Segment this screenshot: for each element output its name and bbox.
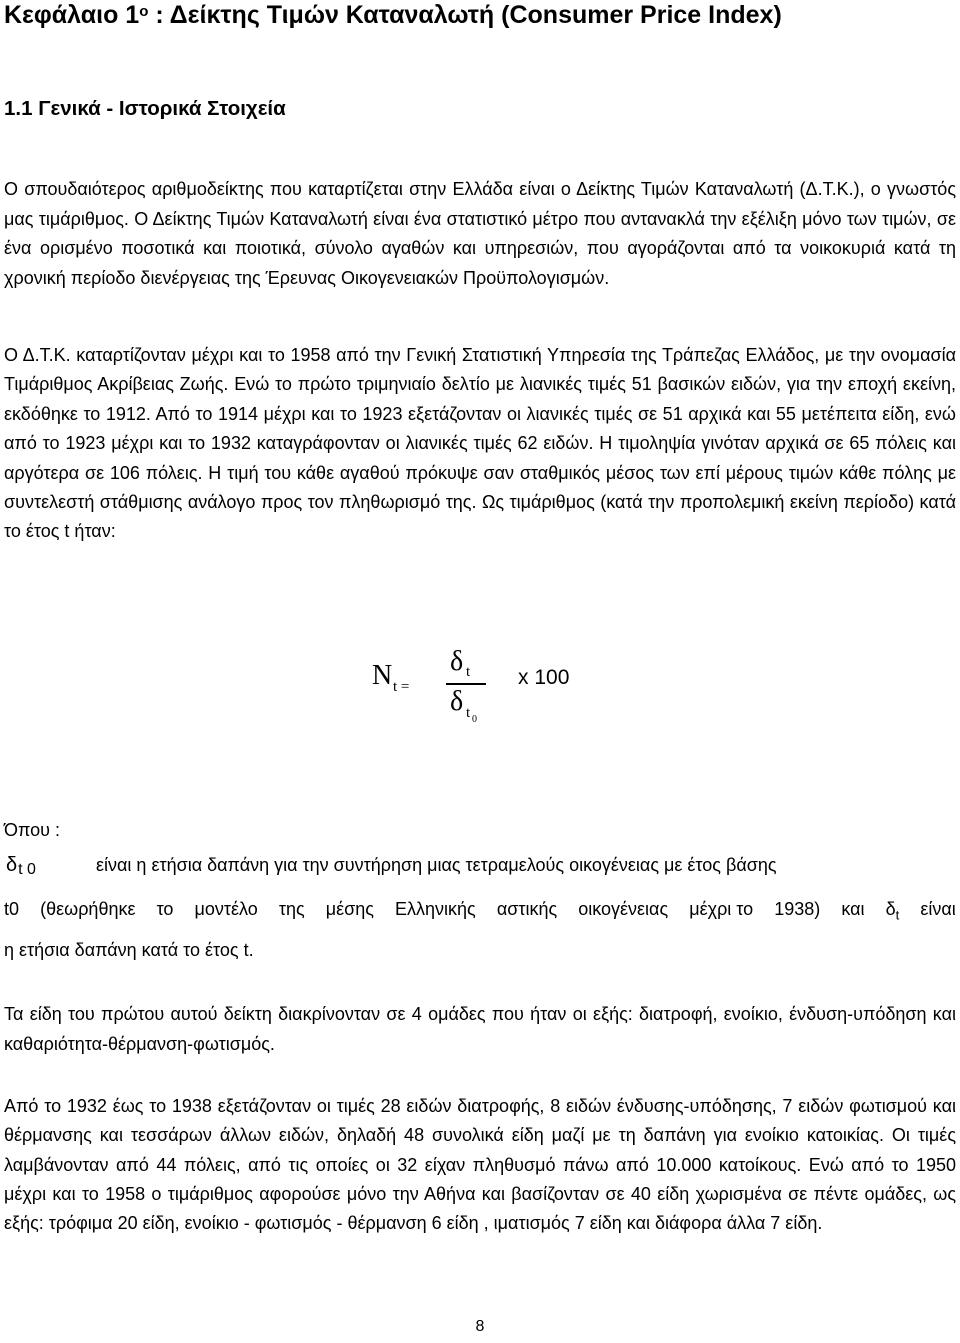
t0-word: μοντέλο	[194, 899, 258, 919]
t0-word: οικογένειας	[578, 899, 669, 919]
delta-t0-definition: είναι η ετήσια δαπάνη για την συντήρηση μιας τετραμελούς οικογένειας με έτος βάσης	[96, 855, 777, 875]
formula-lhs: N	[372, 660, 393, 691]
formula-numerator-sub: t	[466, 664, 471, 680]
section-title: 1.1 Γενικά - Ιστορικά Στοιχεία	[4, 97, 286, 120]
delta-symbol: δ	[6, 854, 18, 876]
t0-word: αστικής	[496, 899, 558, 919]
t0-line-end: είναι	[920, 899, 956, 919]
t0-word: Ελληνικής	[395, 899, 476, 919]
paragraph-groups: Τα είδη του πρώτου αυτού δείκτη διακρίνονταν σε 4 ομάδες που ήταν οι εξής: διατροφή, ενοίκιο, ένδυση-υπόδηση και καθαριότητα-θέρμανση-φωτισμός.	[4, 1004, 956, 1054]
formula-numerator: δ	[450, 646, 464, 677]
t0-word: το	[156, 899, 174, 919]
formula-svg	[372, 640, 592, 730]
t0-word: της	[278, 899, 305, 919]
t0-word: (θεωρήθηκε	[40, 899, 136, 919]
dt-sub: t	[895, 907, 900, 923]
paragraph-history: Ο Δ.Τ.Κ. καταρτίζονταν μέχρι και το 1958 από την Γενική Στατιστική Υπηρεσία της Τράπεζας Ελλάδος, με την ονομασία Τιμάριθμος Ακρίβειας Ζωής. Ενώ το πρώτο τριμηνιαίο δελτίο με λιανικές τιμές 51 βασικών ειδών, για την εποχή εκείνη, εκδόθηκε το 1912. Από το 1914 μέχρι και το 1923 εξετάζονταν οι λιανικές τιμές σε 51 αρχικά και 55 μετέπειτα είδη, ενώ από το 1923 μέχρι και το 1932 καταγράφονταν οι λιανικές τιμές 62 ειδών. Η τιμοληψία γινόταν αρχικά σε 65 πόλεις και αργότερα σε 106 πόλεις. Η τιμή του κάθε αγαθού πρόκυψε σαν σταθμικός μέσος των επί μέρους τιμών κάθε πόλης με συντελεστή στάθμισης ανάλογο προς τον πληθωρισμό της. Ως τιμάριθμος (κατά την προπολεμική εκείνη περίοδο) κατά το έτος t ήταν:	[4, 345, 956, 542]
chapter-title-prefix: Κεφάλαιο 1	[4, 1, 140, 29]
t0-word: μέχρι το	[689, 899, 754, 919]
dt-symbol-group	[886, 895, 900, 930]
t0-definition-row	[4, 895, 956, 930]
paragraph-1932-1958: Από το 1932 έως το 1938 εξετάζονταν οι τιμές 28 ειδών διατροφής, 8 ειδών ένδυσης-υπόδησης, 7 ειδών φωτισμού και θέρμανσης και τεσσάρων άλλων ειδών, δηλαδή 48 συνολικά είδη μαζί με τη δαπάνη για ενοίκιο κατοικίας. Οι τιμές λαμβάνονταν από 44 πόλεις, από τις οποίες οι 32 είχαν πληθυσμό πάνω από 10.000 κατοίκους. Ενώ από το 1950 μέχρι και το 1958 ο τιμάριθμος αφορούσε μόνο την Αθήνα και βασίζονταν σε 40 είδη χωρισμένα σε πέντε ομάδες, ως εξής: τρόφιμα 20 είδη, ενοίκιο - φωτισμός - θέρμανση 6 είδη , ιματισμός 7 είδη και διάφορα άλλα 7 είδη.	[4, 1096, 956, 1234]
t0-word: και	[841, 899, 865, 919]
formula-multiplier: x 100	[518, 666, 570, 689]
t0-word: 1938)	[774, 899, 821, 919]
dt-symbol: δ	[885, 899, 896, 919]
where-label: Όπου :	[4, 820, 60, 840]
t0-definition-line	[4, 895, 956, 930]
formula-denominator-sub: t	[466, 705, 471, 721]
annual-expense-line: η ετήσια δαπάνη κατά το έτος t.	[4, 940, 254, 960]
delta-t0-symbol	[6, 851, 36, 881]
formula-denominator: δ	[450, 686, 464, 717]
t0-sub: 0	[9, 899, 20, 919]
chapter-title	[4, 0, 782, 30]
formula-lhs-sub: t =	[393, 679, 410, 695]
paragraph-intro: Ο σπουδαιότερος αριθμοδείκτης που καταρτίζεται στην Ελλάδα είναι ο Δείκτης Τιμών Καταναλωτή (Δ.Τ.Κ.), ο γνωστός μας τιμάριθμος. Ο Δείκτης Τιμών Καταναλωτή είναι ένα στατιστικό μέτρο που αντανακλά την εξέλιξη μόνο των τιμών, σε ένα ορισμένο ποσοτικά και ποιοτικά, σύνολο αγαθών και υπηρεσιών, που αγοράζονται από τα νοικοκυριά κατά τη χρονική περίοδο διενέργειας της Έρευνας Οικογενειακών Προϋπολογισμών.	[4, 179, 956, 288]
t0-symbol-group	[4, 895, 19, 930]
chapter-title-sup: ο	[139, 3, 149, 20]
page-number: 8	[475, 1318, 485, 1335]
price-index-formula	[372, 640, 592, 730]
t0-word: μέσης	[325, 899, 374, 919]
t0-symbol: t	[4, 899, 10, 919]
chapter-title-rest: : Δείκτης Τιμών Καταναλωτή (Consumer Price Index)	[148, 1, 782, 29]
formula-denominator-subsub: 0	[472, 714, 477, 725]
delta-t0-sub: t 0	[18, 861, 36, 878]
